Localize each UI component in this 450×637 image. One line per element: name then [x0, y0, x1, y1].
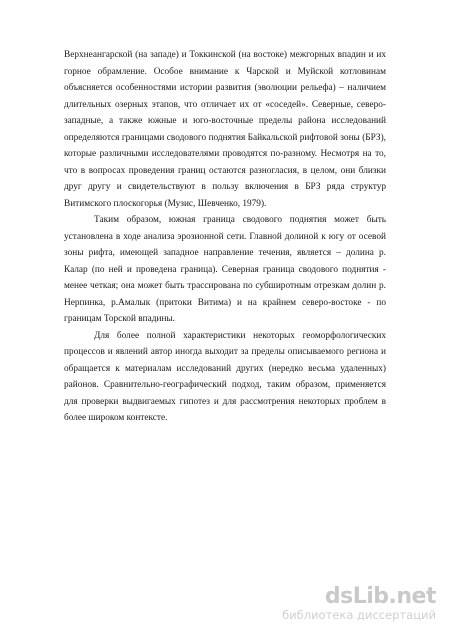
- paragraph-2: Таким образом, южная граница сводового поднятия может быть установлена в ходе анализа эрозионной сети. Главной долиной к югу от осевой зоны рифта, имеющей западное направление течения, является – долина р. Калар (по ней и проведена граница). Северная граница сводового поднятия - менее четкая; она может быть трассирована по субширотным отрезкам долин р. Нерпинка, р.Амалык (притоки Витима) и на крайнем северо-востоке - по границам Торской впадины.: [64, 215, 386, 324]
- watermark-logo: dsLib.net: [324, 583, 436, 609]
- watermark: [282, 583, 436, 622]
- paragraph-1: Верхнеангарской (на западе) и Токкинской (на востоке) межгорных впадин и их горное обрамление. Особое внимание к Чарской и Муйской котловинам объясняется особенностями истории развития (эволюции рельефа) – наличием длительных озерных этапов, что отличает их от «соседей». Северные, северо-западные, а также южные и юго-восточные пределы района исследований определяются границами сводового поднятия Байкальской рифтовой зоны (БРЗ), которые различными исследователями проводятся по-разному. Несмотря на то, что в вопросах проведения границ остаются разногласия, в целом, они близки друг другу и свидетельствуют в пользу включения в БРЗ ряда структур Витимского плоскогорья (Музис, Шевченко, 1979).: [64, 50, 386, 209]
- document-body: [64, 47, 386, 427]
- paragraph-3: Для более полной характеристики некоторых геоморфологических процессов и явлений автор иногда выходит за пределы описываемого региона и обращается к материалам исследований других (нередко весьма удаленных) районов. Сравнительно-географический подход, таким образом, применяется для проверки выдвигаемых гипотез и для рассмотрения некоторых проблем в более широком контексте.: [64, 330, 386, 423]
- watermark-tagline: библиотека диссертаций: [282, 607, 436, 622]
